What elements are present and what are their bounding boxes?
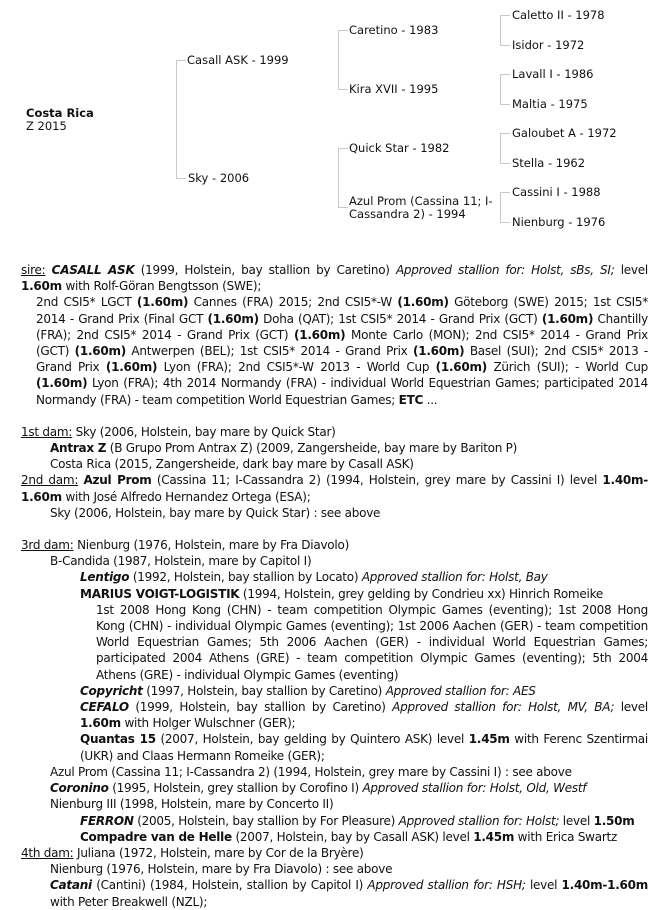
offspring-name: Copyricht <box>80 683 143 698</box>
dam3-entry <box>21 537 648 553</box>
tree-line <box>176 178 186 179</box>
offspring-approved: Approved stallion for: AES <box>385 683 536 698</box>
tree-line <box>500 133 501 164</box>
result-text: Göteborg (SWE) 2015; 1st CSI5* 2014 - Grand Prix (Final GCT <box>36 295 649 326</box>
offspring-details: (1997, Holstein, bay stallion by Caretino) <box>142 683 386 698</box>
offspring-level: 1.50m <box>593 813 635 828</box>
dam-sire-node: Quick Star - 1982 <box>349 141 450 155</box>
result-text: Monte Carlo (MON); 2nd CSI5* 2014 - Grand Prix (GCT) <box>36 327 649 359</box>
tree-line <box>500 192 501 223</box>
pedigree-description <box>21 262 648 910</box>
result-text: Zürich (SUI); - World Cup <box>487 360 648 375</box>
gen3-node: Galoubet A - 1972 <box>512 126 617 140</box>
dam3-label: 3rd dam: <box>21 538 74 553</box>
offspring-approved: Approved stallion for: HSH; <box>367 878 526 893</box>
list-item <box>21 780 648 796</box>
result-text: Lyon (FRA); 2nd CSI5*-W 2013 - World Cup <box>157 360 436 375</box>
tree-line <box>338 148 339 208</box>
result-text: ... <box>423 392 438 407</box>
result-level: (1.60m) <box>397 295 449 310</box>
list-item <box>21 569 648 585</box>
dam2-details: (Cassina 11; I-Cassandra 2) (1994, Holstein, grey mare by Cassini I) level <box>151 473 603 488</box>
dam2-label: 2nd dam: <box>21 473 79 488</box>
list-item: Azul Prom (Cassina 11; I-Cassandra 2) (1994, Holstein, grey mare by Cassini I) : see above <box>50 764 572 779</box>
sire-name: CASALL ASK <box>51 263 135 277</box>
dam1-label: 1st dam: <box>21 424 73 439</box>
dam1-entry <box>21 424 648 440</box>
tree-line <box>500 192 510 193</box>
offspring-details: (1995, Holstein, grey stallion by Corofino I) <box>108 781 363 796</box>
dam2-entry <box>21 472 648 504</box>
list-item <box>21 829 648 845</box>
sire-results <box>21 294 648 407</box>
pedigree-tree <box>0 0 670 240</box>
subject-name: Costa Rica <box>26 106 94 120</box>
sire-label: sire: <box>21 263 46 277</box>
level-prefix: level <box>525 878 562 893</box>
offspring-level: 1.45m <box>468 732 510 747</box>
offspring-name: Antrax Z <box>50 441 107 456</box>
result-level: (1.60m) <box>36 376 88 391</box>
subject-horse <box>26 107 94 133</box>
gen3-node: Maltia - 1975 <box>512 97 588 111</box>
offspring-approved: Approved stallion for: Holst; <box>398 813 560 828</box>
list-item <box>21 440 648 456</box>
tree-line <box>500 15 510 16</box>
tree-line <box>500 15 501 46</box>
result-level: (1.60m) <box>105 360 158 375</box>
sire-node: Casall ASK - 1999 <box>187 53 289 67</box>
sire-entry <box>21 262 648 294</box>
offspring-name: Catani <box>50 878 92 893</box>
result-level: (1.60m) <box>294 327 346 342</box>
result-text: Doha (QAT); 1st CSI5* 2014 - Grand Prix (GCT) <box>258 311 542 326</box>
sire-approved: Approved stallion for: Holst, sBs, SI; <box>395 263 615 277</box>
result-text: Chantilly (FRA); 2nd CSI5* 2014 - Grand Prix (GCT) <box>36 311 648 342</box>
offspring-name: FERRON <box>80 813 134 828</box>
tree-line <box>500 104 510 105</box>
offspring-level: 1.40m-1.60m <box>561 878 648 893</box>
offspring-name: Quantas 15 <box>80 732 156 747</box>
list-item <box>21 683 648 699</box>
offspring-name: CEFALO <box>80 700 129 715</box>
offspring-rider: with Ferenc Szentirmai (UKR) and Claas Hermann Romeike (GER); <box>80 732 648 763</box>
sire-sire-node: Caretino - 1983 <box>349 23 439 37</box>
dam-dam-node <box>349 195 493 221</box>
offspring-name: Compadre van de Helle <box>80 829 232 844</box>
list-item <box>21 877 648 909</box>
dam-node: Sky - 2006 <box>188 171 250 185</box>
subject-subtitle: Z 2015 <box>26 119 67 133</box>
dam3-text: Nienburg (1976, Holstein, mare by Fra Diavolo) <box>73 538 349 553</box>
offspring-details: (1992, Holstein, bay stallion by Locato) <box>129 570 362 585</box>
tree-line <box>500 163 510 164</box>
list-item: Nienburg III (1998, Holstein, mare by Concerto II) <box>50 797 334 812</box>
offspring-details: (2007, Holstein, bay by Casall ASK) level <box>231 829 474 844</box>
list-item <box>21 699 648 731</box>
offspring-results: 1st 2008 Hong Kong (CHN) - team competition Olympic Games (eventing); 1st 2008 Hong Kong (CHN) - individual Olympic Games (eventing); 1st 2006 Aachen (GER) - team competition World Equestrian Games; 5th 2006 Aachen (GER) - individual World Equestrian Games; participated 2004 Athens (GRE) - team competition Olympic Games (eventing); 5th 2004 Athens (GRE) - individual Olympic Games (eventing) <box>96 602 648 682</box>
dam4-text: Juliana (1972, Holstein, mare by Cor de la Bryère) <box>73 845 364 860</box>
result-text: Cannes (FRA) 2015; 2nd CSI5*-W <box>188 295 398 310</box>
offspring-details: (1999, Holstein, bay stallion by Caretino) <box>128 700 393 715</box>
tree-line <box>500 133 510 134</box>
result-level: (1.60m) <box>413 344 465 359</box>
offspring-approved: Approved stallion for: Holst, MV, BA; <box>392 700 615 715</box>
tree-line <box>500 222 510 223</box>
offspring-details: (2005, Holstein, bay stallion by For Pleasure) <box>133 813 399 828</box>
result-level: (1.60m) <box>136 295 189 310</box>
sire-level-prefix: level <box>614 263 648 277</box>
level-prefix: level <box>559 813 594 828</box>
gen3-node: Lavall I - 1986 <box>512 67 594 81</box>
offspring-level: 1.45m <box>473 829 515 844</box>
result-text: Lyon (FRA); 4th 2014 Normandy (FRA) - individual World Equestrian Games; participated 2014 Normandy (FRA) - team competition World Equestrian Games; <box>36 376 648 407</box>
offspring-details: (2007, Holstein, bay gelding by Quintero ASK) level <box>155 732 469 747</box>
offspring-name: Lentigo <box>80 570 130 585</box>
result-text: Antwerpen (BEL); 1st CSI5* 2014 - Grand Prix <box>125 344 413 359</box>
sire-rider: with Rolf-Göran Bengtsson (SWE); <box>61 279 262 294</box>
result-level: ETC <box>398 392 424 407</box>
offspring-rider: with Holger Wulschner (GER); <box>120 716 296 731</box>
result-level: (1.60m) <box>435 360 487 375</box>
tree-line <box>176 60 186 61</box>
list-item: Costa Rica (2015, Zangersheide, dark bay mare by Casall ASK) <box>50 457 414 472</box>
offspring-name: MARIUS VOIGT-LOGISTIK <box>80 586 240 601</box>
tree-line <box>338 30 339 90</box>
dam-dam-line2: Cassandra 2) - 1994 <box>349 207 466 221</box>
list-item: Nienburg (1976, Holstein, mare by Fra Diavolo) : see above <box>50 862 393 877</box>
list-item <box>21 731 648 763</box>
tree-line <box>500 74 501 105</box>
gen3-node: Stella - 1962 <box>512 156 586 170</box>
tree-line <box>500 45 510 46</box>
tree-line <box>338 30 348 31</box>
result-level: (1.60m) <box>207 311 259 326</box>
sire-dam-node: Kira XVII - 1995 <box>349 82 439 96</box>
tree-line <box>338 207 348 208</box>
dam2-level: 1.40m-1.60m <box>21 473 649 504</box>
offspring-rider: with Peter Breakwell (NZL); <box>50 894 208 909</box>
dam1-text: Sky (2006, Holstein, bay mare by Quick Star) <box>72 424 336 439</box>
gen3-node: Nienburg - 1976 <box>512 215 606 229</box>
result-text: 2nd CSI5* LGCT <box>36 295 137 310</box>
dam-dam-line1: Azul Prom (Cassina 11; I- <box>349 194 493 208</box>
result-text: Basel (SUI); 2nd CSI5* 2013 - Grand Prix <box>36 344 649 375</box>
result-level: (1.60m) <box>74 344 126 359</box>
level-prefix: level <box>614 700 648 715</box>
list-item <box>21 813 648 829</box>
result-level: (1.60m) <box>541 311 594 326</box>
tree-line <box>338 89 348 90</box>
gen3-node: Cassini I - 1988 <box>512 185 601 199</box>
offspring-details: (B Grupo Prom Antrax Z) (2009, Zangersheide, bay mare by Bariton P) <box>106 441 518 456</box>
tree-line <box>500 74 510 75</box>
offspring-name: Coronino <box>50 781 109 796</box>
offspring-details: (1994, Holstein, grey gelding by Condrieu xx) Hinrich Romeike <box>239 586 603 601</box>
tree-line <box>176 60 177 179</box>
tree-line <box>338 148 348 149</box>
gen3-node: Caletto II - 1978 <box>512 8 605 22</box>
list-item: Sky (2006, Holstein, bay mare by Quick Star) : see above <box>50 505 381 520</box>
dam4-label: 4th dam: <box>21 845 74 860</box>
dam4-entry <box>21 845 648 861</box>
offspring-rider: with Erica Swartz <box>514 829 618 844</box>
list-item: B-Candida (1987, Holstein, mare by Capitol I) <box>50 554 312 569</box>
offspring-approved: Approved stallion for: Holst, Old, Westf <box>362 781 587 796</box>
sire-details: (1999, Holstein, bay stallion by Caretino) <box>134 263 396 277</box>
sire-level: 1.60m <box>21 279 62 294</box>
offspring-approved: Approved stallion for: Holst, Bay <box>361 570 548 585</box>
dam2-rider: with José Alfredo Hernandez Ortega (ESA); <box>61 489 311 504</box>
offspring-level: 1.60m <box>80 716 121 731</box>
dam2-name: Azul Prom <box>83 473 152 488</box>
offspring-details: (Cantini) (1984, Holstein, stallion by Capitol I) <box>91 878 368 893</box>
list-item <box>21 586 648 602</box>
gen3-node: Isidor - 1972 <box>512 38 585 52</box>
